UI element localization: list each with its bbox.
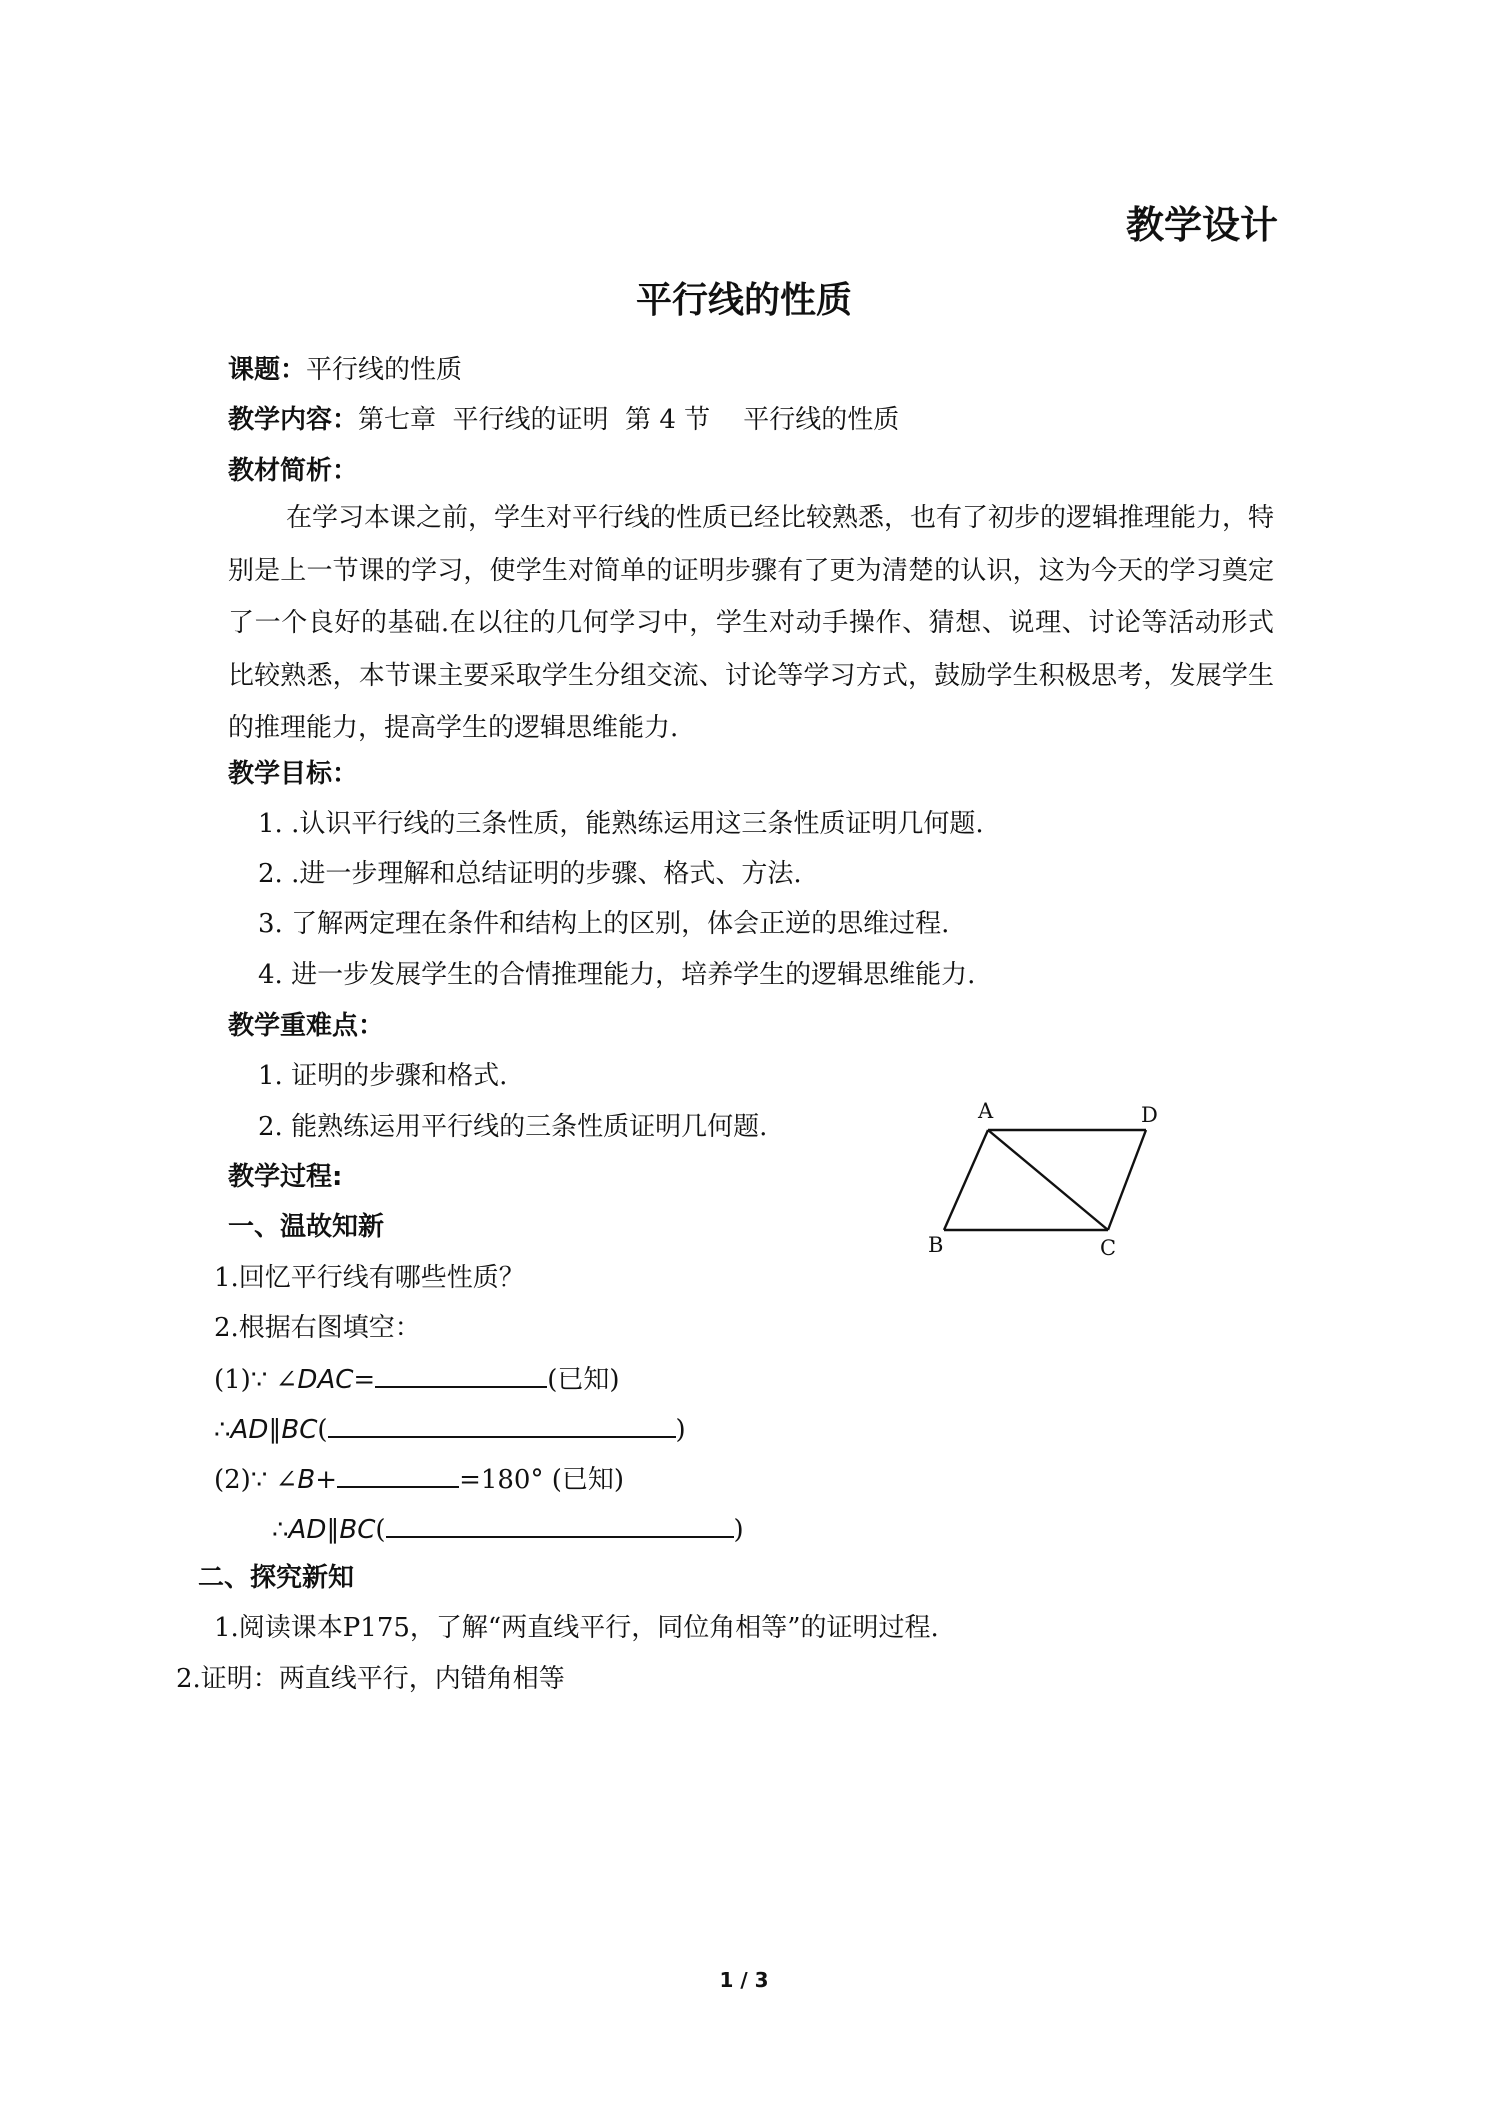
document-type-heading: 教学设计: [1125, 203, 1278, 247]
fill-3-var: B: [297, 1465, 316, 1495]
section-2-question-1: 1.阅读课本P175，了解“两直线平行，同位角相等”的证明过程.: [214, 1613, 939, 1643]
key-point-item-1: 1. 证明的步骤和格式.: [258, 1061, 508, 1091]
fill-blank-4[interactable]: [386, 1510, 734, 1538]
topic-line: [228, 352, 462, 388]
vertex-label-d: D: [1141, 1103, 1158, 1127]
fill-4-prefix: ∴: [272, 1515, 289, 1545]
section-1-question-2: 2.根据右图填空：: [214, 1313, 421, 1343]
fill-3-prefix: (2)∵ ∠: [214, 1465, 298, 1495]
fill-blank-3[interactable]: [337, 1460, 459, 1488]
analysis-label-text: 教材简析：: [228, 456, 359, 486]
content-value: 第七章 平行线的证明 第 4 节 平行线的性质: [358, 405, 900, 435]
fill-2-close: ): [675, 1415, 686, 1445]
process-label-text: 教学过程:: [228, 1162, 343, 1192]
key-points-label: [228, 1008, 384, 1044]
analysis-paragraph: 在学习本课之前，学生对平行线的性质已经比较熟悉，也有了初步的逻辑推理能力，特别是上一节课的学习，使学生对简单的证明步骤有了更为清楚的认识，这为今天的学习奠定了一个良好的基础.在以往的几何学习中，学生对动手操作、猜想、说理、讨论等活动形式比较熟悉，本节课主要采取学生分组交流、讨论等学习方式，鼓励学生积极思考，发展学生的推理能力，提高学生的逻辑思维能力.: [228, 503, 1275, 743]
analysis-label: [228, 453, 358, 489]
fill-2-var: AD∥BC: [230, 1415, 318, 1445]
segment-ac: [988, 1130, 1108, 1230]
section-2-question-2: 2.证明：两直线平行，内错角相等: [176, 1664, 565, 1694]
page-title: 平行线的性质: [635, 280, 852, 321]
goal-item-4: 4. 进一步发展学生的合情推理能力，培养学生的逻辑思维能力.: [258, 960, 976, 990]
goal-item-3: 3. 了解两定理在条件和结构上的区别，体会正逆的思维过程.: [258, 909, 950, 939]
content-line: [228, 402, 899, 438]
fill-1-eq: =: [353, 1365, 376, 1395]
section-2-heading: 二、探究新知: [198, 1563, 355, 1593]
goal-item-2: 2. .进一步理解和总结证明的步骤、格式、方法.: [258, 859, 802, 889]
fill-blank-1[interactable]: [375, 1360, 547, 1388]
key-point-item-2: 2. 能熟练运用平行线的三条性质证明几何题.: [258, 1112, 768, 1142]
vertex-label-c: C: [1100, 1236, 1117, 1260]
fill-1-prefix: (1)∵ ∠: [214, 1365, 298, 1395]
section-1-heading: 一、温故知新: [228, 1212, 385, 1242]
fill-4-var: AD∥BC: [288, 1515, 376, 1545]
process-label: [228, 1159, 342, 1195]
content-label: 教学内容：: [228, 405, 359, 435]
fill-line-2: [214, 1410, 686, 1448]
key-points-label-text: 教学重难点：: [228, 1011, 385, 1041]
fill-line-1: [214, 1360, 619, 1398]
fill-3-suffix: =180° (已知): [459, 1465, 625, 1495]
fill-line-4: [272, 1510, 744, 1548]
fill-blank-2[interactable]: [328, 1410, 676, 1438]
fill-4-open: (: [375, 1515, 386, 1545]
goal-item-1: 1. .认识平行线的三条性质，能熟练运用这三条性质证明几何题.: [258, 809, 984, 839]
topic-label: 课题：: [228, 355, 307, 385]
segment-ab: [944, 1130, 988, 1230]
fill-2-prefix: ∴: [214, 1415, 231, 1445]
page-number: 1 / 3: [719, 1968, 769, 1992]
goals-label-text: 教学目标：: [228, 759, 359, 789]
topic-value: 平行线的性质: [306, 355, 463, 385]
fill-3-plus: +: [315, 1465, 338, 1495]
fill-1-var: DAC: [297, 1365, 354, 1395]
fill-1-suffix: (已知): [547, 1365, 620, 1395]
fill-4-close: ): [733, 1515, 744, 1545]
section-1-question-1: 1.回忆平行线有哪些性质？: [214, 1263, 525, 1293]
fill-2-open: (: [317, 1415, 328, 1445]
segment-dc: [1108, 1130, 1146, 1230]
parallelogram-figure: [920, 1100, 1170, 1260]
vertex-label-b: B: [928, 1233, 944, 1257]
goals-label: [228, 756, 358, 792]
fill-line-3: [214, 1460, 624, 1498]
vertex-label-a: A: [978, 1100, 994, 1123]
